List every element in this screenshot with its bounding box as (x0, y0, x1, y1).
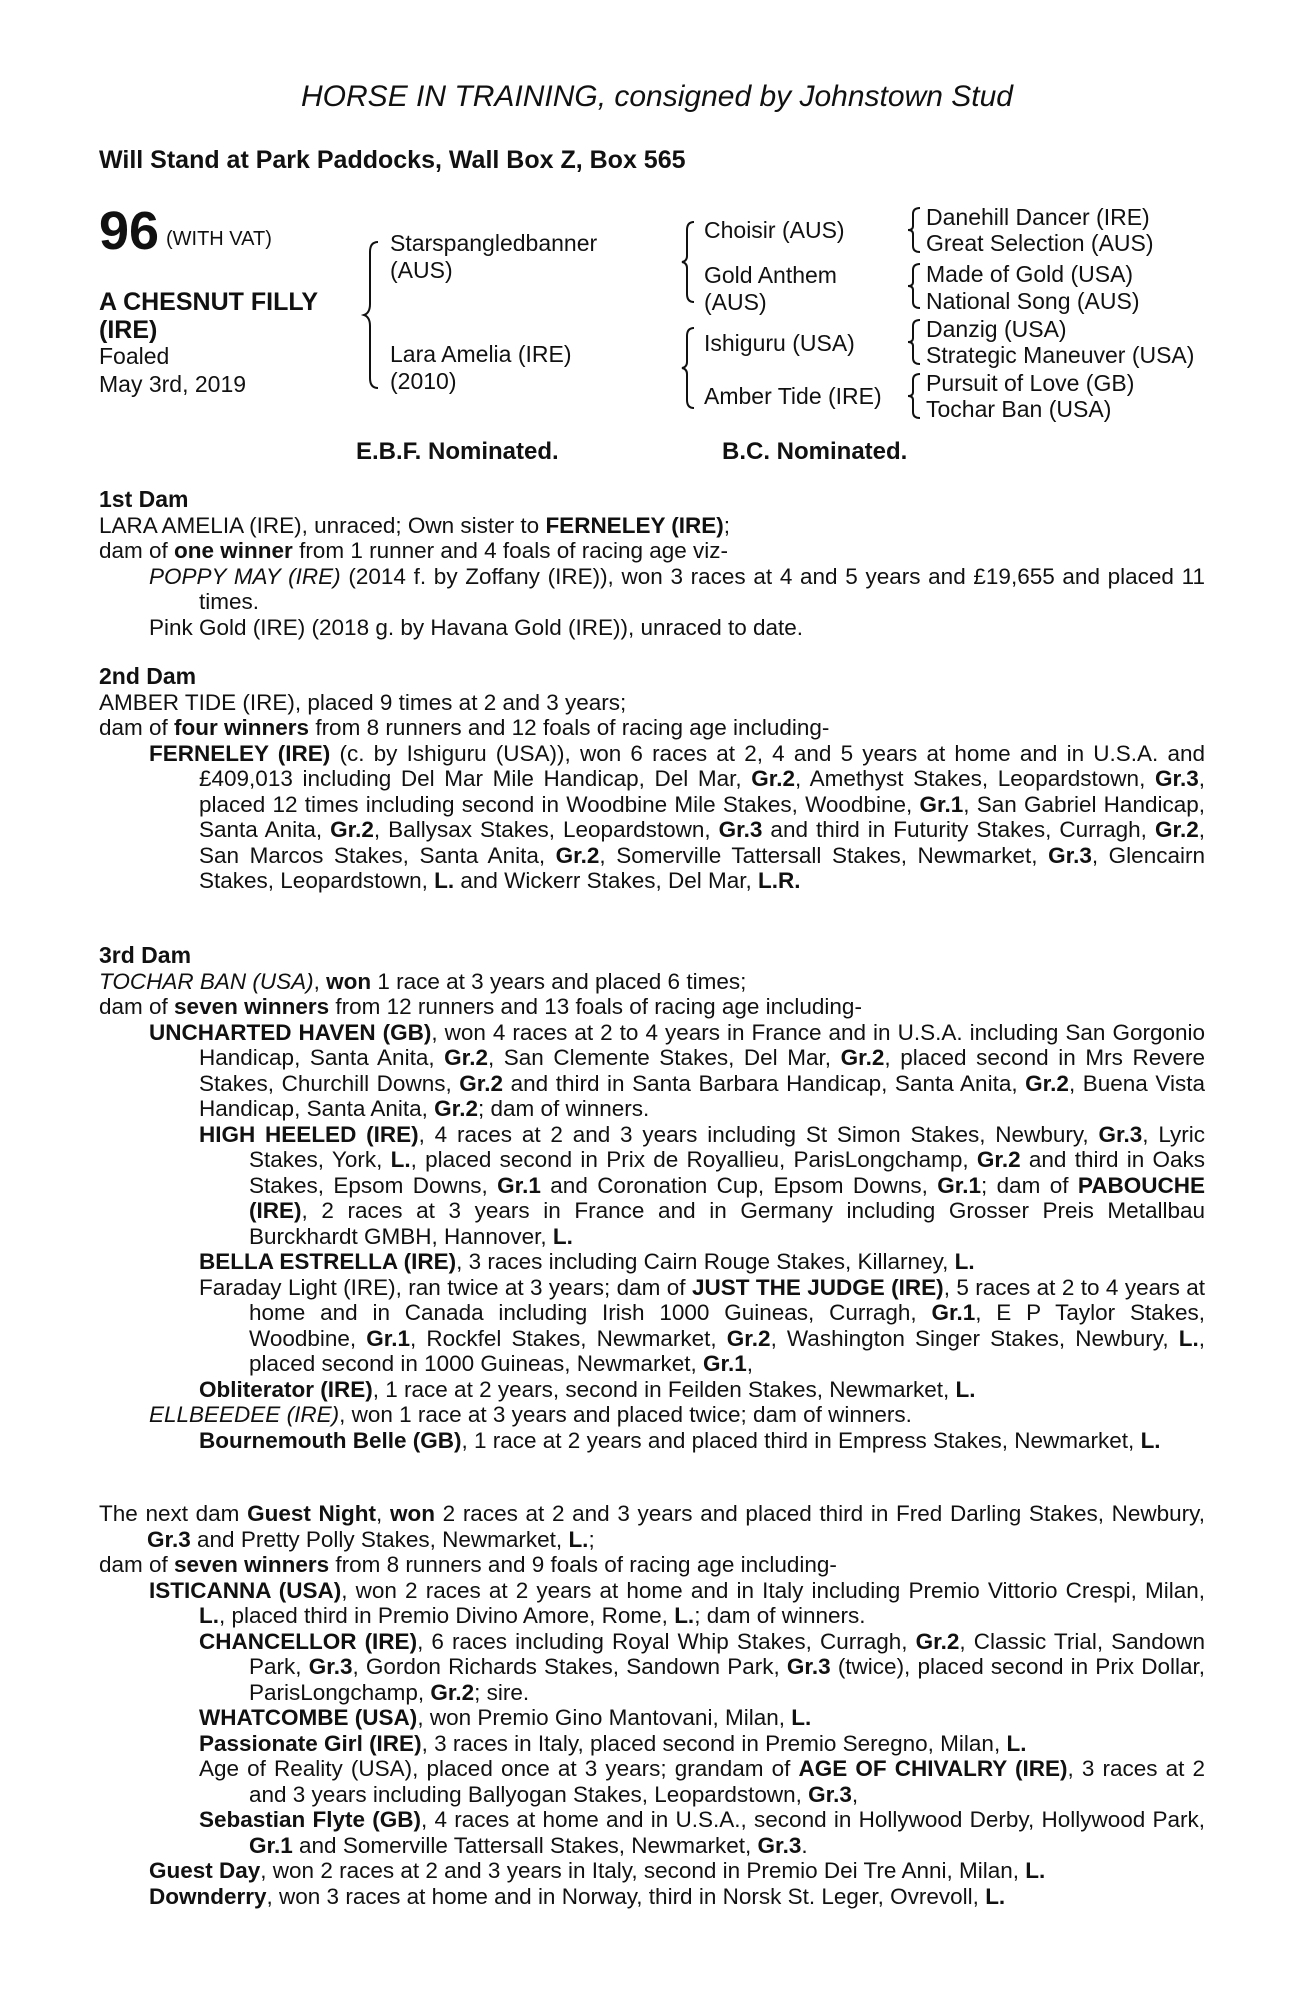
bc-nomination: B.C. Nominated. (722, 438, 908, 465)
third-dam-line: TOCHAR BAN (USA), won 1 race at 3 years and placed 6 times; (99, 968, 747, 994)
first-dam-line: LARA AMELIA (IRE), unraced; Own sister to FERNELEY (IRE); (99, 512, 731, 538)
produce-entry: HIGH HEELED (IRE), 4 races at 2 and 3 years including St Simon Stakes, Newbury, Gr.3, Lyric Stakes, York, L., placed second in Prix de Royallieu, ParisLongchamp, Gr.2 and third in Oaks Stakes, Epsom Downs, Gr.1 and Coronation Cup, Epsom Downs, Gr.1; dam of PABOUCHE (IRE), 2 races at 3 years in France and in Germany including Grosser Preis Metallbau Burckhardt GMBH, Hannover, L. (199, 1121, 1205, 1249)
produce-entry: UNCHARTED HAVEN (GB), won 4 races at 2 to 4 years in France and in U.S.A. including San Gorgonio Handicap, Santa Anita, Gr.2, San Clemente Stakes, Del Mar, Gr.2, placed second in Mrs Revere Stakes, Churchill Downs, Gr.2 and third in Santa Barbara Handicap, Santa Anita, Gr.2, Buena Vista Handicap, Santa Anita, Gr.2; dam of winners. (149, 1019, 1205, 1121)
pedigree-sire-dam (704, 262, 837, 316)
pedigree-g3: Made of Gold (USA) (926, 261, 1134, 287)
pedigree-dam (390, 341, 572, 395)
produce-entry: CHANCELLOR (IRE), 6 races including Royal Whip Stakes, Curragh, Gr.2, Classic Trial, Sandown Park, Gr.3, Gordon Richards Stakes, Sandown Park, Gr.3 (twice), placed second in Prix Dollar, ParisLongchamp, Gr.2; sire. (199, 1628, 1205, 1705)
pedigree-sire (390, 230, 597, 284)
produce-entry: FERNELEY (IRE) (c. by Ishiguru (USA)), won 6 races at 2, 4 and 5 years at home and in U.S.A. and £409,013 including Del Mar Mile Handicap, Del Mar, Gr.2, Amethyst Stakes, Leopardstown, Gr.3, placed 12 times including second in Woodbine Mile Stakes, Woodbine, Gr.1, San Gabriel Handicap, Santa Anita, Gr.2, Ballysax Stakes, Leopardstown, Gr.3 and third in Futurity Stakes, Curragh, Gr.2, San Marcos Stakes, Santa Anita, Gr.2, Somerville Tattersall Stakes, Newmarket, Gr.3, Glencairn Stakes, Leopardstown, L. and Wickerr Stakes, Del Mar, L.R. (149, 740, 1206, 893)
pedigree-g2: Great Selection (AUS) (926, 230, 1154, 256)
pedigree-g4: National Song (AUS) (926, 288, 1140, 314)
lot-number: 96 (99, 201, 160, 261)
produce-entry: Obliterator (IRE), 1 race at 2 years, second in Feilden Stakes, Newmarket, L. (199, 1376, 976, 1402)
pedigree-bracket-g12 (908, 206, 922, 254)
second-dam-produce-summary: dam of four winners from 8 runners and 12 foals of racing age including- (99, 715, 830, 740)
stand-location: Will Stand at Park Paddocks, Wall Box Z, Box 565 (99, 146, 686, 174)
lot-description (99, 288, 318, 344)
ebf-nomination: E.B.F. Nominated. (356, 438, 559, 465)
pedigree-g8: Tochar Ban (USA) (926, 396, 1112, 422)
pedigree-bracket-g56 (908, 318, 922, 366)
produce-entry: Age of Reality (USA), placed once at 3 years; grandam of AGE OF CHIVALRY (IRE), 3 races at 2 and 3 years including Ballyogan Stakes, Leopardstown, Gr.3, (199, 1756, 1206, 1807)
pedigree-dam-sire: Ishiguru (USA) (704, 330, 855, 356)
produce-entry: Sebastian Flyte (GB), 4 races at home and in U.S.A., second in Hollywood Derby, Hollywood Park, Gr.1 and Somerville Tattersall Stakes, Newmarket, Gr.3. (199, 1807, 1205, 1858)
pedigree-bracket-g34 (908, 262, 922, 310)
sire-dam-country: (AUS) (704, 289, 767, 315)
second-dam-line: AMBER TIDE (IRE), placed 9 times at 2 and 3 years; (99, 689, 627, 715)
next-dam-section (99, 1501, 1205, 1909)
produce-entry: POPPY MAY (IRE) (2014 f. by Zoffany (IRE)), won 3 races at 4 and 5 years and £19,655 and placed 11 times. (149, 563, 1205, 614)
third-dam-section (99, 943, 1205, 1453)
produce-entry: Guest Day, won 2 races at 2 and 3 years in Italy, second in Premio Dei Tre Anni, Milan, L. (149, 1858, 1046, 1883)
dam-name: Lara Amelia (IRE) (390, 341, 572, 367)
first-dam-produce-summary: dam of one winner from 1 runner and 4 foals of racing age viz- (99, 538, 729, 563)
sire-name: Starspangledbanner (390, 230, 598, 256)
lot-description-line2: (IRE) (99, 316, 158, 344)
produce-entry: ISTICANNA (USA), won 2 races at 2 years at home and in Italy including Premio Vittorio Crespi, Milan, L., placed third in Premio Divino Amore, Rome, L.; dam of winners. (149, 1577, 1205, 1628)
pedigree-g5: Danzig (USA) (926, 316, 1067, 342)
first-dam-section (99, 487, 1205, 640)
produce-entry: Bournemouth Belle (GB), 1 race at 2 years and placed third in Empress Stakes, Newmarket, L. (199, 1427, 1161, 1453)
second-dam-heading: 2nd Dam (99, 663, 197, 689)
foaled-info (99, 342, 246, 398)
next-dam-line: The next dam Guest Night, won 2 races at 2 and 3 years and placed third in Fred Darling Stakes, Newbury, Gr.3 and Pretty Polly Stakes, Newmarket, L.; (99, 1501, 1205, 1552)
vat-note: (WITH VAT) (166, 228, 272, 250)
foaled-label: Foaled (99, 343, 170, 369)
sire-dam-name: Gold Anthem (704, 262, 837, 288)
pedigree-g1: Danehill Dancer (IRE) (926, 204, 1150, 230)
produce-entry: Downderry, won 3 races at home and in Norway, third in Norsk St. Leger, Ovrevoll, L. (149, 1883, 1006, 1909)
produce-entry: ELLBEEDEE (IRE), won 1 race at 3 years and placed twice; dam of winners. (149, 1402, 912, 1427)
pedigree-bracket-dam (682, 326, 696, 410)
produce-entry: Faraday Light (IRE), ran twice at 3 years; dam of JUST THE JUDGE (IRE), 5 races at 2 to 4 years at home and in Canada including Irish 1000 Guineas, Curragh, Gr.1, E P Taylor Stakes, Woodbine, Gr.1, Rockfel Stakes, Newmarket, Gr.2, Washington Singer Stakes, Newbury, L., placed second in 1000 Guineas, Newmarket, Gr.1, (199, 1274, 1206, 1376)
produce-entry: Passionate Girl (IRE), 3 races in Italy, placed second in Premio Seregno, Milan, L. (199, 1730, 1027, 1756)
pedigree-g7: Pursuit of Love (GB) (926, 370, 1135, 396)
pedigree-dam-dam: Amber Tide (IRE) (704, 383, 882, 409)
dam-year: (2010) (390, 368, 457, 394)
next-dam-produce-summary: dam of seven winners from 8 runners and 9 foals of racing age including- (99, 1552, 837, 1577)
sire-country: (AUS) (390, 257, 453, 283)
third-dam-produce-summary: dam of seven winners from 12 runners and 13 foals of racing age including- (99, 994, 862, 1019)
pedigree-bracket-g78 (908, 372, 922, 420)
foaled-date: May 3rd, 2019 (99, 371, 247, 397)
first-dam-heading: 1st Dam (99, 486, 189, 512)
pedigree-g6: Strategic Maneuver (USA) (926, 342, 1195, 368)
catalogue-header: HORSE IN TRAINING, consigned by Johnstown Stud (301, 80, 1013, 113)
second-dam-section (99, 664, 1205, 894)
produce-entry: BELLA ESTRELLA (IRE), 3 races including Cairn Rouge Stakes, Killarney, L. (199, 1249, 975, 1274)
lot-description-line1: A CHESNUT FILLY (99, 288, 318, 316)
pedigree-sire-sire: Choisir (AUS) (704, 217, 845, 243)
third-dam-heading: 3rd Dam (99, 942, 192, 968)
pedigree-bracket-sire (682, 220, 696, 304)
produce-entry: WHATCOMBE (USA), won Premio Gino Mantovani, Milan, L. (199, 1705, 812, 1730)
pedigree-bracket-main (364, 240, 380, 390)
produce-entry: Pink Gold (IRE) (2018 g. by Havana Gold (IRE)), unraced to date. (149, 614, 804, 640)
